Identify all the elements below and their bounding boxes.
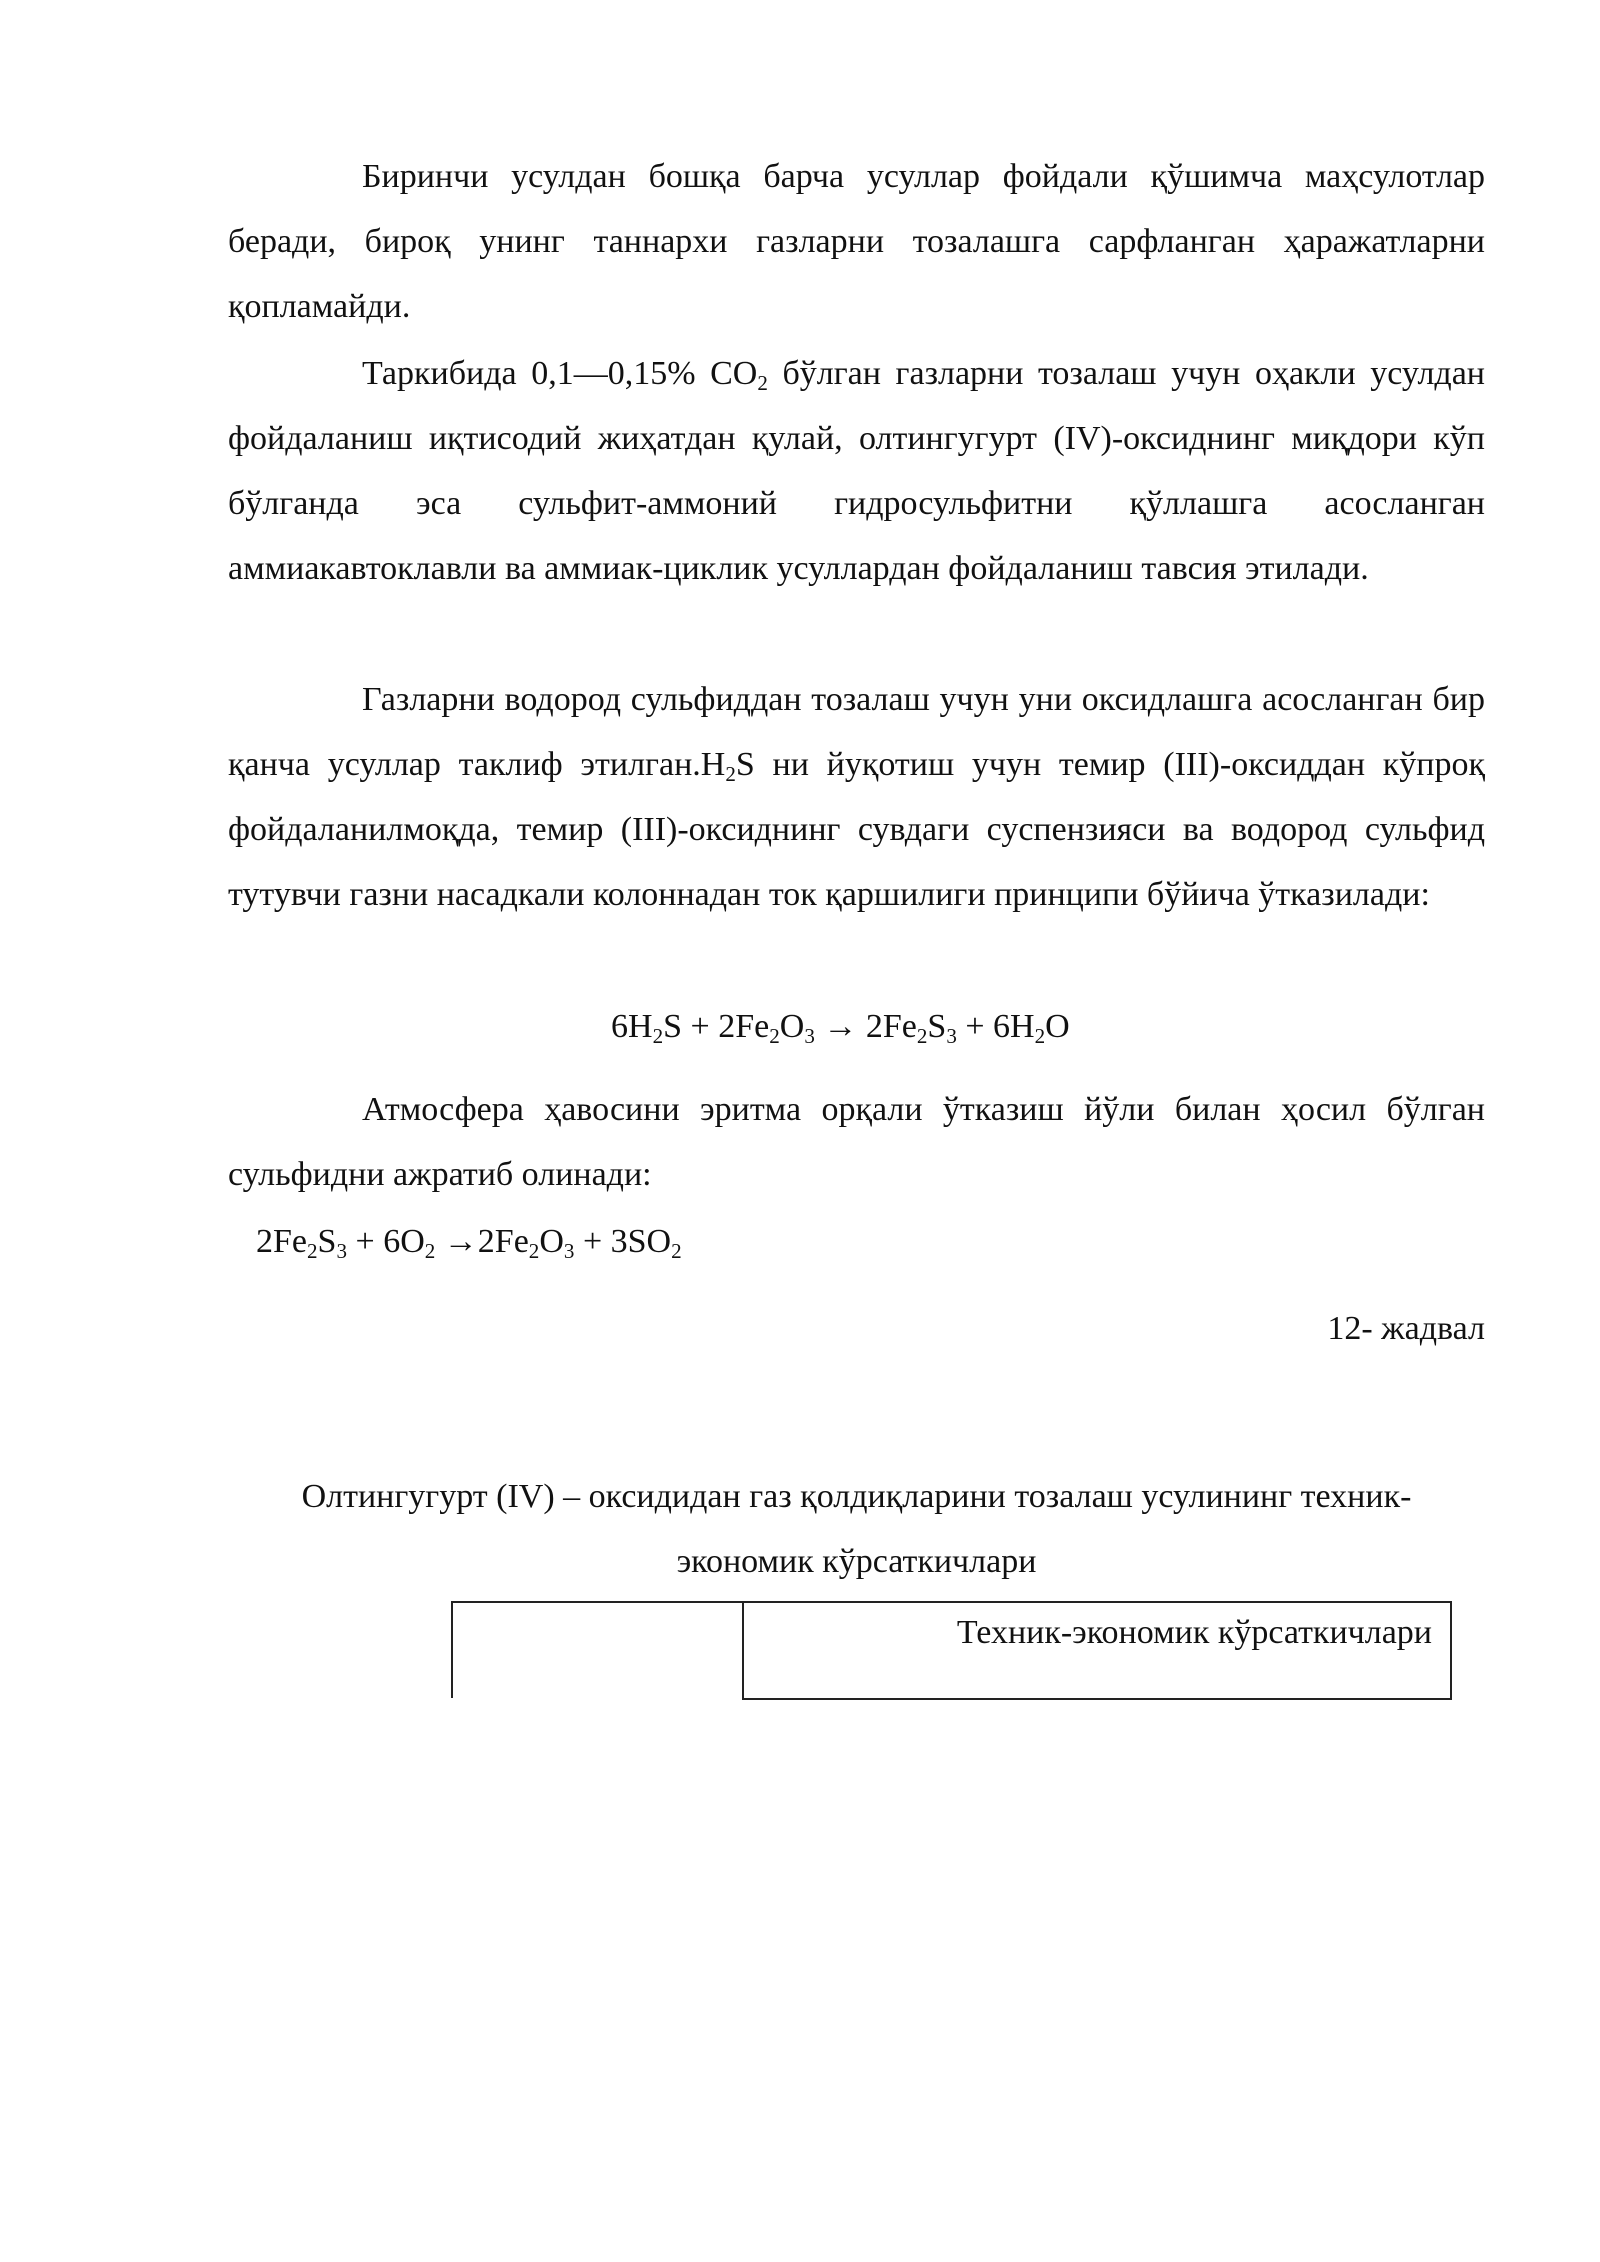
table-header-text: Техник-экономик кўрсаткичлари — [956, 1614, 1432, 1651]
paragraph-4 — [228, 1077, 1485, 1207]
paragraph-4-text: Атмосфера ҳавосини эритма орқали ўтказиш йўли билан ҳосил бўлган сульфидни ажратиб олинади: — [228, 1091, 1485, 1193]
paragraph-2-text-b: бўлган газларни тозалаш учун оҳакли усулдан фойдаланиш иқтисодий жиҳатдан қулай, олтингугурт (IV)-оксиднинг миқдори кўп бўлганда эса сульфит-аммоний гидросульфитни қўллашга асосланган аммиакавтоклавли ва аммиак-циклик усуллардан фойдаланиш тавсия этилади. — [228, 355, 1485, 587]
h2s-subscript: 2 — [725, 761, 736, 786]
equation-2: $2Fe_2S_3 + 6O_2 \to 2Fe_2O_3 + 3SO_2$ — [256, 1223, 682, 1263]
paragraph-1-text: Биринчи усулдан бошқа барча усуллар фойдали қўшимча маҳсулотлар беради, бироқ унинг таннархи газларни тозалашга сарфланган ҳаражатларни қопламайди. — [228, 158, 1485, 325]
table-left-cell-side-border — [451, 1601, 453, 1698]
data-table — [451, 1601, 1450, 1698]
equation-1: $6H_2S + 2Fe_2O_3 \to 2Fe_2S_3 + 6H_2O$ — [611, 1008, 1070, 1048]
table-caption-line-2: экономик кўрсаткичлари — [676, 1543, 1037, 1580]
table-header-cell — [742, 1601, 1452, 1700]
table-label: 12- жадвал — [1327, 1310, 1485, 1347]
paragraph-2 — [228, 341, 1485, 601]
paragraph-1 — [228, 144, 1485, 339]
table-caption — [228, 1464, 1485, 1594]
table-caption-line-1: Олтингугурт (IV) – оксидидан газ қолдиқларини тозалаш усулининг техник- — [301, 1478, 1412, 1515]
paragraph-2-text-a: Таркибида 0,1—0,15% CO — [362, 355, 758, 392]
paragraph-3-text-b: S ни йуқотиш учун темир (III)-оксиддан кўпроқ фойдаланилмоқда, темир (III)-оксиднинг сувдаги суспензияси ва водород сульфид тутувчи газни насадкали колоннадан ток қаршилиги принципи бўйича ўтказилади: — [228, 746, 1485, 913]
co2-subscript: 2 — [757, 370, 768, 395]
paragraph-3-text-a: Газларни водород сульфиддан тозалаш учун уни оксидлашга асосланган бир қанча усуллар таклиф этилган.H — [228, 681, 1485, 783]
table-left-cell-top-border — [451, 1601, 742, 1603]
paragraph-3 — [228, 667, 1485, 927]
